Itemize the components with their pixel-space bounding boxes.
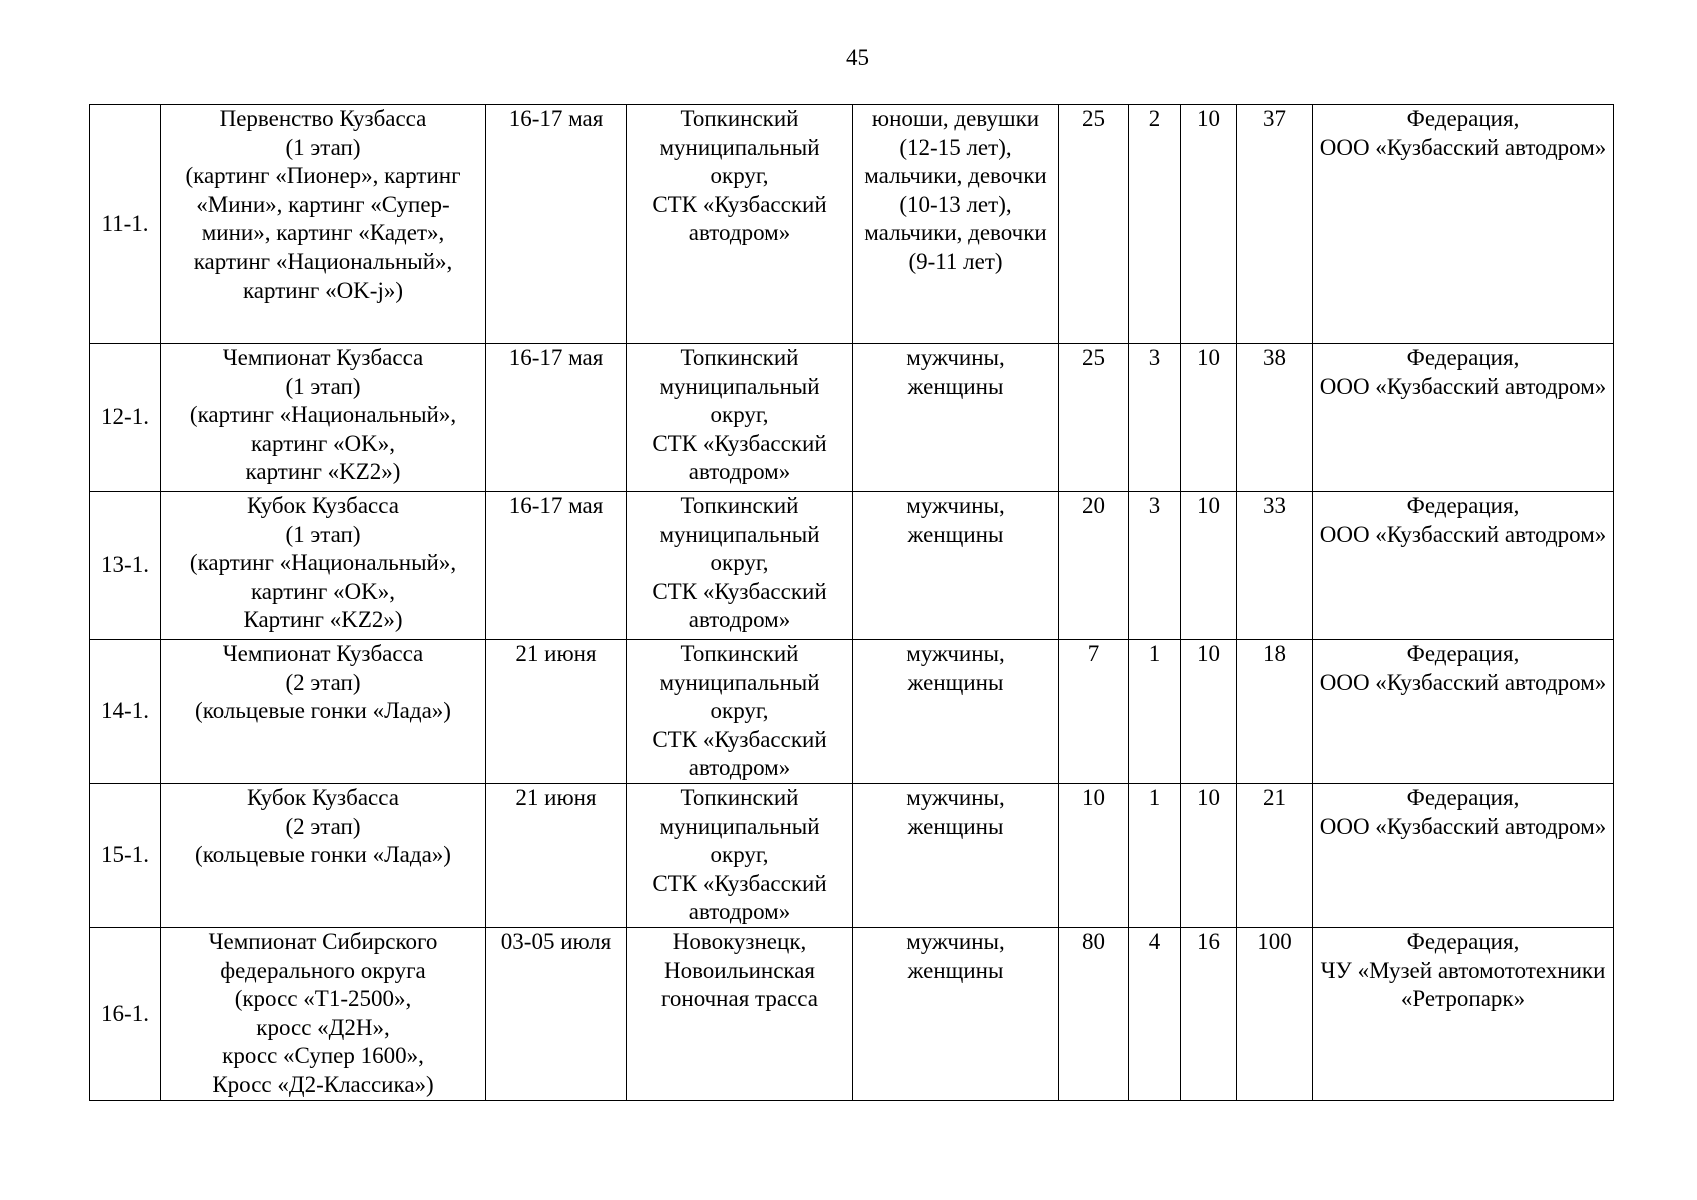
- event-venue: Топкинский муниципальный округ, СТК «Кузбасский автодром»: [627, 784, 853, 928]
- event-venue: Топкинский муниципальный округ, СТК «Кузбасский автодром»: [627, 640, 853, 784]
- count-3: 10: [1181, 784, 1237, 928]
- event-dates: 21 июня: [486, 640, 627, 784]
- row-number: 16-1.: [90, 928, 161, 1101]
- count-total: 21: [1237, 784, 1313, 928]
- participant-categories: мужчины, женщины: [853, 640, 1059, 784]
- event-dates: 16-17 мая: [486, 105, 627, 344]
- events-table: [89, 104, 1614, 1101]
- table-row: [90, 105, 1614, 344]
- row-number: 13-1.: [90, 492, 161, 640]
- count-3: 16: [1181, 928, 1237, 1101]
- organizer: Федерация, ООО «Кузбасский автодром»: [1313, 640, 1614, 784]
- event-venue: Топкинский муниципальный округ, СТК «Кузбасский автодром»: [627, 344, 853, 492]
- table-row: [90, 784, 1614, 928]
- organizer: Федерация, ООО «Кузбасский автодром»: [1313, 344, 1614, 492]
- count-total: 100: [1237, 928, 1313, 1101]
- count-1: 7: [1059, 640, 1129, 784]
- event-name: Первенство Кузбасса (1 этап) (картинг «Пионер», картинг «Мини», картинг «Супер-мини», картинг «Кадет», картинг «Национальный», картинг «OK-j»): [161, 105, 486, 344]
- row-number: 15-1.: [90, 784, 161, 928]
- event-venue: Топкинский муниципальный округ, СТК «Кузбасский автодром»: [627, 492, 853, 640]
- count-2: 1: [1129, 640, 1181, 784]
- organizer: Федерация, ООО «Кузбасский автодром»: [1313, 492, 1614, 640]
- count-3: 10: [1181, 640, 1237, 784]
- event-name: Чемпионат Кузбасса (1 этап) (картинг «Национальный», картинг «OK», картинг «KZ2»): [161, 344, 486, 492]
- count-total: 38: [1237, 344, 1313, 492]
- event-name: Чемпионат Сибирского федерального округа (кросс «Т1-2500», кросс «Д2Н», кросс «Супер 1600», Кросс «Д2-Классика»): [161, 928, 486, 1101]
- participant-categories: мужчины, женщины: [853, 492, 1059, 640]
- count-3: 10: [1181, 344, 1237, 492]
- count-total: 37: [1237, 105, 1313, 344]
- table-row: [90, 344, 1614, 492]
- table-row: [90, 492, 1614, 640]
- table-row: [90, 640, 1614, 784]
- participant-categories: мужчины, женщины: [853, 784, 1059, 928]
- participant-categories: юноши, девушки (12-15 лет), мальчики, девочки (10-13 лет), мальчики, девочки (9-11 лет): [853, 105, 1059, 344]
- event-venue: Новокузнецк, Новоильинская гоночная трасса: [627, 928, 853, 1101]
- row-number: 14-1.: [90, 640, 161, 784]
- participant-categories: мужчины, женщины: [853, 344, 1059, 492]
- count-total: 33: [1237, 492, 1313, 640]
- count-3: 10: [1181, 492, 1237, 640]
- event-dates: 21 июня: [486, 784, 627, 928]
- count-total: 18: [1237, 640, 1313, 784]
- page-number: 45: [846, 45, 869, 70]
- organizer: Федерация, ЧУ «Музей автомототехники «Ретропарк»: [1313, 928, 1614, 1101]
- table-row: [90, 928, 1614, 1101]
- count-1: 10: [1059, 784, 1129, 928]
- organizer: Федерация, ООО «Кузбасский автодром»: [1313, 105, 1614, 344]
- organizer: Федерация, ООО «Кузбасский автодром»: [1313, 784, 1614, 928]
- row-number: 11-1.: [90, 105, 161, 344]
- event-name: Чемпионат Кузбасса (2 этап) (кольцевые гонки «Лада»): [161, 640, 486, 784]
- event-name: Кубок Кузбасса (2 этап) (кольцевые гонки «Лада»): [161, 784, 486, 928]
- participant-categories: мужчины, женщины: [853, 928, 1059, 1101]
- event-venue: Топкинский муниципальный округ, СТК «Кузбасский автодром»: [627, 105, 853, 344]
- count-1: 80: [1059, 928, 1129, 1101]
- count-3: 10: [1181, 105, 1237, 344]
- row-number: 12-1.: [90, 344, 161, 492]
- event-dates: 16-17 мая: [486, 344, 627, 492]
- count-2: 3: [1129, 492, 1181, 640]
- count-1: 20: [1059, 492, 1129, 640]
- count-2: 1: [1129, 784, 1181, 928]
- count-2: 4: [1129, 928, 1181, 1101]
- event-dates: 03-05 июля: [486, 928, 627, 1101]
- count-2: 2: [1129, 105, 1181, 344]
- count-1: 25: [1059, 105, 1129, 344]
- event-name: Кубок Кузбасса (1 этап) (картинг «Национальный», картинг «OK», Картинг «KZ2»): [161, 492, 486, 640]
- event-dates: 16-17 мая: [486, 492, 627, 640]
- count-2: 3: [1129, 344, 1181, 492]
- count-1: 25: [1059, 344, 1129, 492]
